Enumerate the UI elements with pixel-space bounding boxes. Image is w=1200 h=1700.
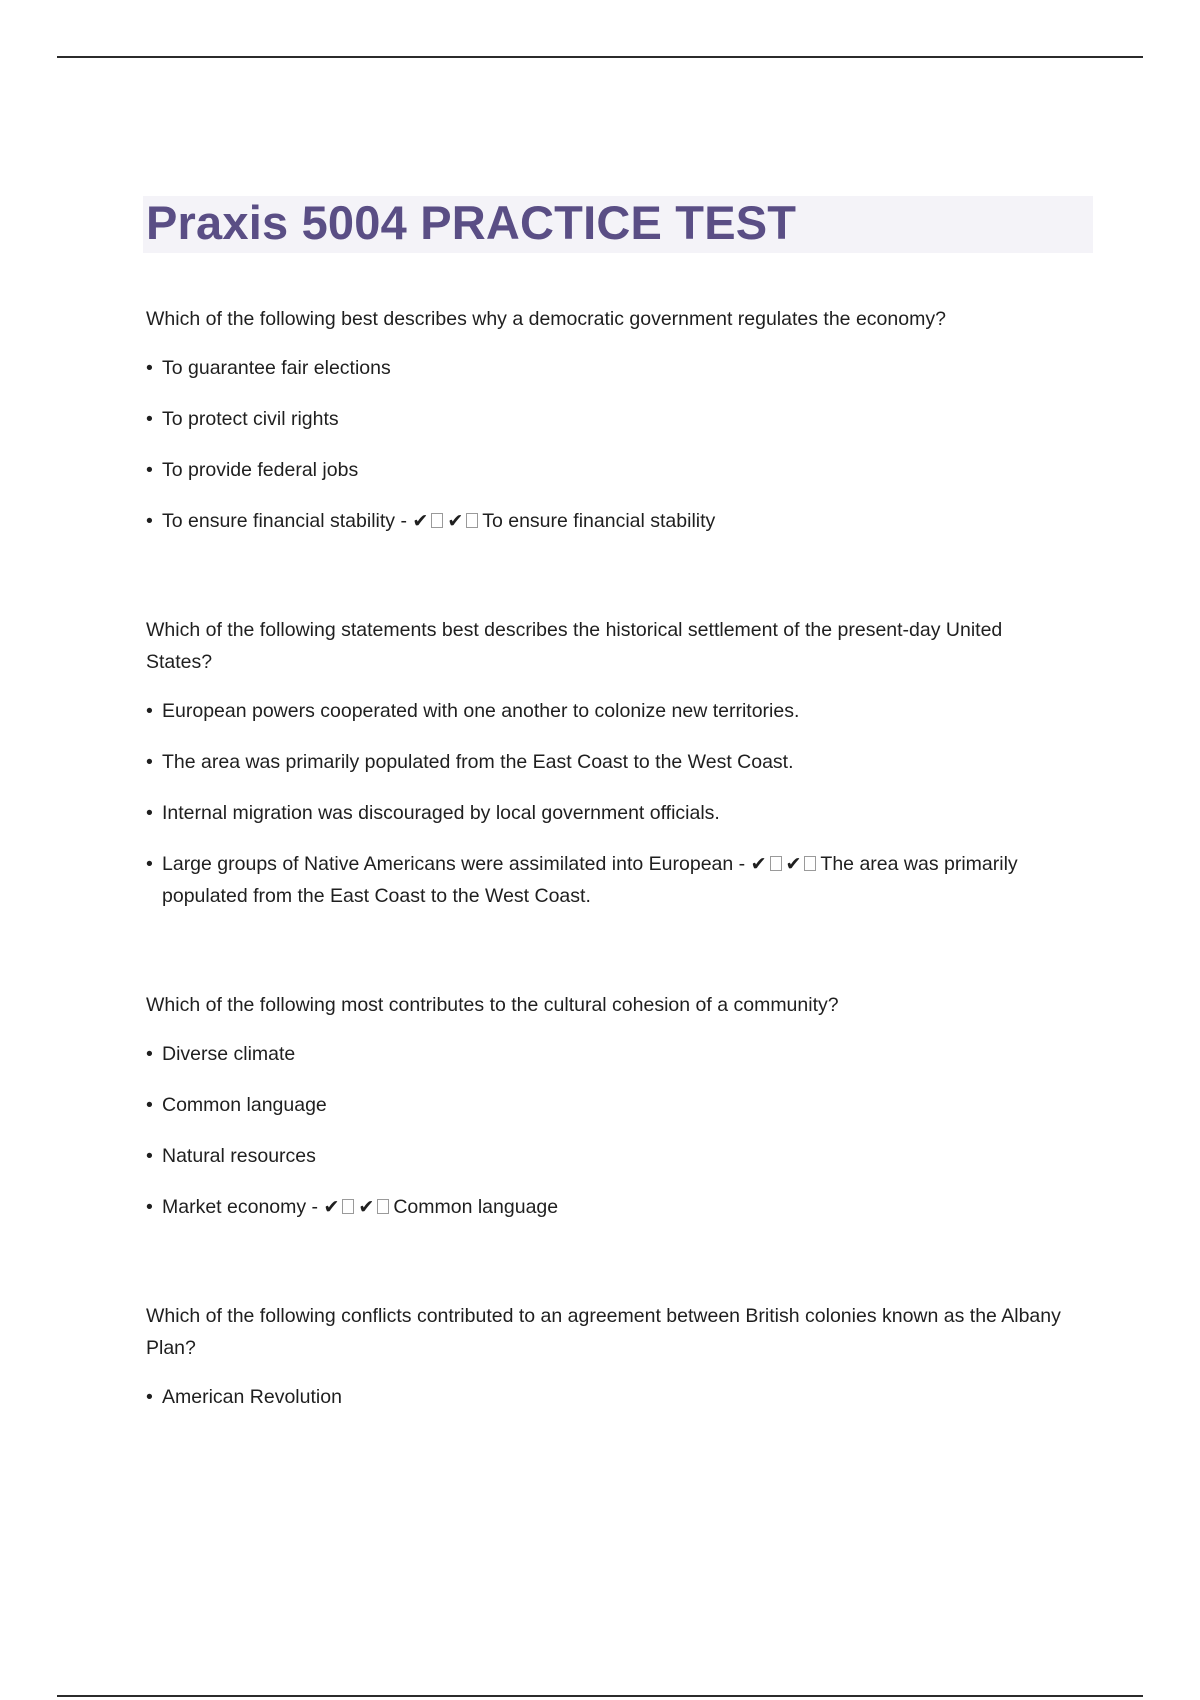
option-text: Large groups of Native Americans were assimilated into European [162,853,734,875]
bullet: • [146,802,153,824]
question-3 [146,989,1066,1223]
option-with-answer [146,1191,1066,1223]
option [146,1089,1066,1121]
box-icon [342,1199,354,1214]
option [146,746,1066,778]
option [146,1140,1066,1172]
bullet: • [146,1094,153,1116]
check-icon: ✔ [412,510,429,532]
question-text: Which of the following best describes why a democratic government regulates the economy? [146,308,946,330]
answer-text: Common language [393,1196,559,1218]
option-with-answer [146,848,1066,912]
option [146,352,1066,384]
bullet: • [146,853,153,875]
option-text: To protect civil rights [162,408,339,430]
answer-separator: - [306,1196,324,1218]
bullet: • [146,1196,153,1218]
option [146,1381,1066,1413]
check-icon: ✔ [447,510,464,532]
header-rule [57,56,1143,58]
box-icon [377,1199,389,1214]
check-icon: ✔ [785,853,802,875]
option-text: American Revolution [162,1386,342,1408]
question-list [146,303,1066,1490]
footer-rule [57,1695,1143,1697]
bullet: • [146,1145,153,1167]
answer-separator: - [733,853,751,875]
bullet: • [146,700,153,722]
question-text: Which of the following conflicts contributed to an agreement between British colonies known as the Albany Plan? [146,1305,1061,1359]
bullet: • [146,408,153,430]
check-icon: ✔ [323,1196,340,1218]
option-text: European powers cooperated with one another to colonize new territories. [162,700,800,722]
option-text: To guarantee fair elections [162,357,391,379]
answer-text: To ensure financial stability [482,510,716,532]
option-text: Market economy [162,1196,307,1218]
answer-text: The area was primarily populated from the East Coast to the West Coast. [162,853,1018,907]
bullet: • [146,1386,153,1408]
option-text: Natural resources [162,1145,316,1167]
question-text: Which of the following most contributes to the cultural cohesion of a community? [146,994,839,1016]
question-1 [146,303,1066,537]
option [146,1038,1066,1070]
option [146,454,1066,486]
option-text: To provide federal jobs [162,459,359,481]
bullet: • [146,751,153,773]
box-icon [804,856,816,871]
box-icon [770,856,782,871]
bullet: • [146,1043,153,1065]
check-icon: ✔ [358,1196,375,1218]
question-4 [146,1300,1066,1413]
box-icon [466,513,478,528]
box-icon [431,513,443,528]
bullet: • [146,510,153,532]
option-with-answer [146,505,1066,537]
question-text: Which of the following statements best describes the historical settlement of the present-day United States? [146,619,1003,673]
option-text: Diverse climate [162,1043,296,1065]
option [146,403,1066,435]
option-text: The area was primarily populated from the East Coast to the West Coast. [162,751,794,773]
question-2 [146,614,1066,912]
option-text: To ensure financial stability [162,510,396,532]
check-icon: ✔ [750,853,767,875]
bullet: • [146,357,153,379]
option-text: Internal migration was discouraged by local government officials. [162,802,720,824]
answer-separator: - [395,510,413,532]
option [146,797,1066,829]
bullet: • [146,459,153,481]
document-title: Praxis 5004 PRACTICE TEST [146,196,797,249]
option [146,695,1066,727]
option-text: Common language [162,1094,327,1116]
